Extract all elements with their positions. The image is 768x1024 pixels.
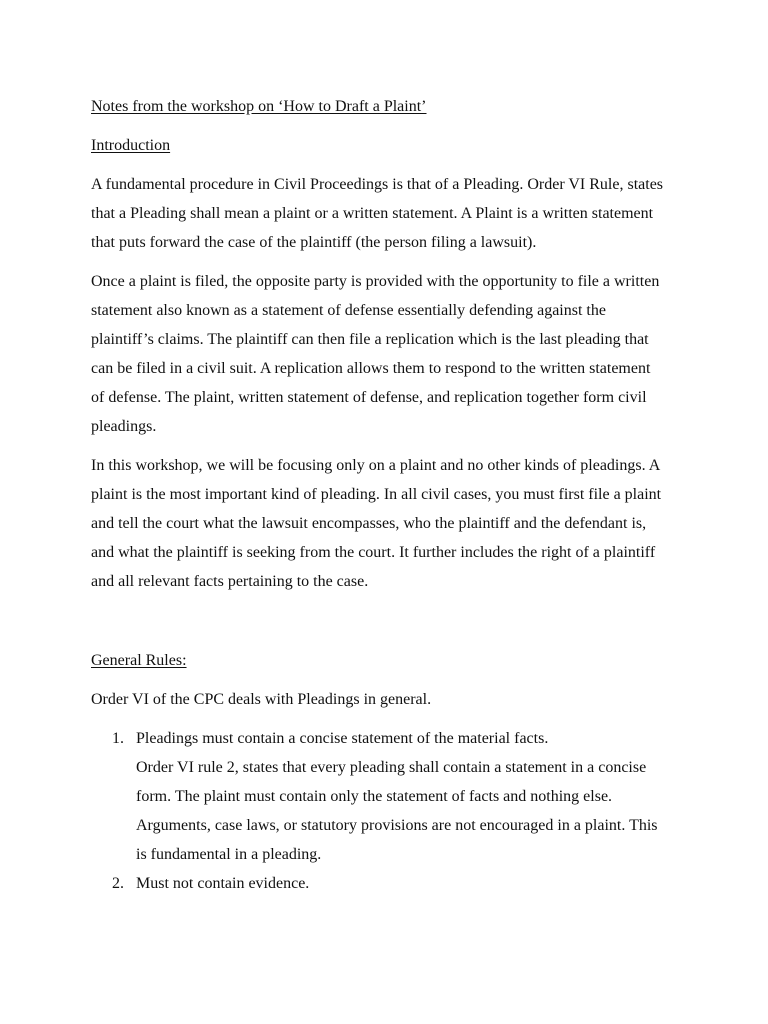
paragraph-line: A fundamental procedure in Civil Proceedings is that of a Pleading. Order VI Rule, states: [91, 176, 664, 193]
paragraph-line: and all relevant facts pertaining to the case.: [91, 573, 369, 590]
introduction-heading: Introduction: [91, 137, 171, 154]
intro-paragraph-1: [91, 170, 681, 257]
paragraph-line: In this workshop, we will be focusing only on a plaint and no other kinds of pleadings. A: [91, 457, 661, 474]
list-item-line: Arguments, case laws, or statutory provisions are not encouraged in a plaint. This: [136, 817, 658, 834]
document-page: [91, 92, 681, 898]
paragraph-line: can be filed in a civil suit. A replication allows them to respond to the written statement: [91, 360, 651, 377]
paragraph-line: pleadings.: [91, 418, 157, 435]
rules-list: [91, 724, 681, 898]
section-spacer: [91, 606, 681, 646]
intro-paragraph-3: [91, 451, 681, 596]
document-title: Notes from the workshop on ‘How to Draft a Plaint’: [91, 98, 427, 115]
list-item-line: is fundamental in a pleading.: [136, 846, 322, 863]
paragraph-line: Once a plaint is filed, the opposite party is provided with the opportunity to file a written: [91, 273, 660, 290]
paragraph-line: that puts forward the case of the plaintiff (the person filing a lawsuit).: [91, 234, 537, 251]
list-item: [91, 724, 681, 869]
general-rules-heading: General Rules:: [91, 652, 187, 669]
paragraph-line: that a Pleading shall mean a plaint or a written statement. A Plaint is a written statement: [91, 205, 654, 222]
list-item: [91, 869, 681, 898]
list-number: 1.: [112, 730, 124, 747]
paragraph-line: plaintiff’s claims. The plaintiff can then file a replication which is the last pleading that: [91, 331, 649, 348]
list-item-line: Must not contain evidence.: [136, 875, 310, 892]
paragraph-line: statement also known as a statement of defense essentially defending against the: [91, 302, 606, 319]
paragraph-line: of defense. The plaint, written statement of defense, and replication together form civil: [91, 389, 647, 406]
list-item-line: Pleadings must contain a concise statement of the material facts.: [136, 730, 549, 747]
list-item-line: Order VI rule 2, states that every pleading shall contain a statement in a concise: [136, 759, 647, 776]
list-item-line: form. The plaint must contain only the statement of facts and nothing else.: [136, 788, 613, 805]
paragraph-line: and tell the court what the lawsuit encompasses, who the plaintiff and the defendant is,: [91, 515, 647, 532]
paragraph-line: and what the plaintiff is seeking from the court. It further includes the right of a plaintiff: [91, 544, 656, 561]
rules-intro: Order VI of the CPC deals with Pleadings in general.: [91, 691, 432, 708]
paragraph-line: plaint is the most important kind of pleading. In all civil cases, you must first file a plaint: [91, 486, 662, 503]
list-number: 2.: [112, 875, 124, 892]
intro-paragraph-2: [91, 267, 681, 441]
